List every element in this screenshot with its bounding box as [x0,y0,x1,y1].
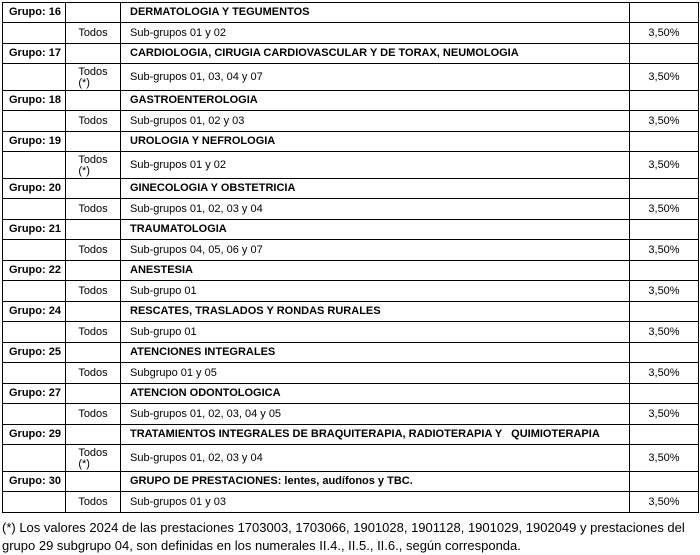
scope-cell [66,152,121,179]
empty-cell [66,44,121,64]
group-header-row [3,261,699,281]
scope-wrap [78,115,107,127]
scope-label: Todos [78,26,108,39]
value-cell: 3,50% [630,111,699,132]
asterisk-mark: (*) [78,76,90,89]
group-header-row [3,302,699,322]
subgroup-row [3,111,699,132]
group-header-row [3,472,699,492]
group-value-cell-empty [630,472,699,492]
empty-cell [3,445,66,472]
asterisk-mark: (*) [78,164,90,177]
subgroups-cell: Sub-grupos 01, 02 y 03 [121,111,630,132]
empty-cell [66,472,121,492]
scope-cell [66,111,121,132]
empty-cell [3,199,66,220]
scope-cell [66,363,121,384]
empty-cell [66,3,121,23]
group-value-cell-empty [630,220,699,240]
subgroups-cell: Sub-grupo 01 [121,322,630,343]
scope-wrap [78,244,107,256]
group-value-cell-empty [630,179,699,199]
subgroup-row [3,199,699,220]
subgroups-cell: Sub-grupos 04, 05, 06 y 07 [121,240,630,261]
rates-table-body [3,3,699,513]
scope-wrap [78,285,107,297]
scope-label: Todos [78,284,108,297]
scope-wrap [78,326,107,338]
scope-label: Todos [78,407,108,420]
subgroups-cell: Sub-grupos 01, 03, 04 y 07 [121,64,630,91]
scope-label: Todos [78,202,108,215]
empty-cell [66,132,121,152]
group-title-cell: GRUPO DE PRESTACIONES: lentes, audífonos y TBC. [121,472,630,492]
group-header-row [3,425,699,445]
scope-cell [66,240,121,261]
subgroups-cell: Sub-grupos 01 y 03 [121,492,630,513]
value-cell: 3,50% [630,199,699,220]
footnote-line-2: grupo 29 subgrupo 04, son definidas en los numerales II.4., II.5., II.6., según corresponda. [2,538,521,553]
subgroup-row [3,64,699,91]
group-title-cell: ATENCIONES INTEGRALES [121,343,630,363]
scope-wrap [78,408,107,420]
value-cell: 3,50% [630,64,699,91]
scope-wrap [78,203,107,215]
empty-cell [3,404,66,425]
empty-cell [3,240,66,261]
scope-label: Todos [78,446,108,459]
empty-cell [66,179,121,199]
group-header-row [3,91,699,111]
scope-cell [66,199,121,220]
group-label-cell: Grupo: 19 [3,132,66,152]
scope-label: Todos [78,325,108,338]
empty-cell [3,64,66,91]
group-label-cell: Grupo: 18 [3,91,66,111]
subgroup-row [3,492,699,513]
group-value-cell-empty [630,343,699,363]
scope-label: Todos [78,243,108,256]
group-label-cell: Grupo: 25 [3,343,66,363]
subgroups-cell: Subgrupo 01 y 05 [121,363,630,384]
group-header-row [3,3,699,23]
value-cell: 3,50% [630,152,699,179]
group-value-cell-empty [630,132,699,152]
group-header-row [3,384,699,404]
subgroup-row [3,281,699,302]
value-cell: 3,50% [630,240,699,261]
subgroup-row [3,23,699,44]
scope-wrap [78,367,107,379]
subgroup-row [3,404,699,425]
subgroup-row [3,152,699,179]
group-value-cell-empty [630,3,699,23]
group-value-cell-empty [630,302,699,322]
scope-wrap [78,154,107,177]
empty-cell [3,23,66,44]
scope-wrap [78,27,107,39]
group-header-row [3,44,699,64]
group-value-cell-empty [630,425,699,445]
group-title-cell: UROLOGIA Y NEFROLOGIA [121,132,630,152]
subgroup-row [3,445,699,472]
empty-cell [3,152,66,179]
footnote-line-1: (*) Los valores 2024 de las prestaciones 1703003, 1703066, 1901028, 1901128, 1901029, 1902049 y prestaciones del [2,520,685,535]
scope-wrap [78,496,107,508]
empty-cell [66,220,121,240]
group-title-cell: CARDIOLOGIA, CIRUGIA CARDIOVASCULAR Y DE TORAX, NEUMOLOGIA [121,44,630,64]
subgroups-cell: Sub-grupo 01 [121,281,630,302]
empty-cell [66,343,121,363]
empty-cell [66,261,121,281]
scope-label: Todos [78,366,108,379]
subgroups-cell: Sub-grupos 01, 02, 03 y 04 [121,445,630,472]
group-header-row [3,132,699,152]
value-cell: 3,50% [630,445,699,472]
scope-cell [66,445,121,472]
scope-cell [66,281,121,302]
scope-cell [66,404,121,425]
empty-cell [66,425,121,445]
group-value-cell-empty [630,44,699,64]
group-label-cell: Grupo: 29 [3,425,66,445]
empty-cell [66,91,121,111]
subgroups-cell: Sub-grupos 01, 02, 03, 04 y 05 [121,404,630,425]
empty-cell [3,492,66,513]
group-header-row [3,343,699,363]
empty-cell [66,384,121,404]
group-label-cell: Grupo: 27 [3,384,66,404]
empty-cell [3,322,66,343]
scope-label: Todos [78,153,108,166]
group-title-cell: TRAUMATOLOGIA [121,220,630,240]
subgroups-cell: Sub-grupos 01 y 02 [121,152,630,179]
scope-cell [66,322,121,343]
value-cell: 3,50% [630,322,699,343]
group-title-cell: ATENCION ODONTOLOGICA [121,384,630,404]
group-label-cell: Grupo: 21 [3,220,66,240]
scope-label: Todos [78,114,108,127]
group-title-cell: GASTROENTEROLOGIA [121,91,630,111]
group-value-cell-empty [630,91,699,111]
value-cell: 3,50% [630,281,699,302]
value-cell: 3,50% [630,363,699,384]
scope-cell [66,23,121,44]
scope-cell [66,492,121,513]
subgroup-row [3,322,699,343]
value-cell: 3,50% [630,404,699,425]
group-title-cell: TRATAMIENTOS INTEGRALES DE BRAQUITERAPIA, RADIOTERAPIA Y QUIMIOTERAPIA [121,425,630,445]
group-title-cell: DERMATOLOGIA Y TEGUMENTOS [121,3,630,23]
subgroups-cell: Sub-grupos 01, 02, 03 y 04 [121,199,630,220]
group-value-cell-empty [630,384,699,404]
value-cell: 3,50% [630,23,699,44]
group-label-cell: Grupo: 22 [3,261,66,281]
value-cell: 3,50% [630,492,699,513]
asterisk-mark: (*) [78,457,90,470]
group-value-cell-empty [630,261,699,281]
subgroups-cell: Sub-grupos 01 y 02 [121,23,630,44]
scope-label: Todos [78,495,108,508]
group-title-cell: ANESTESIA [121,261,630,281]
group-label-cell: Grupo: 20 [3,179,66,199]
group-label-cell: Grupo: 16 [3,3,66,23]
empty-cell [3,281,66,302]
group-label-cell: Grupo: 24 [3,302,66,322]
subgroup-row [3,240,699,261]
group-title-cell: RESCATES, TRASLADOS Y RONDAS RURALES [121,302,630,322]
scope-wrap [78,66,107,89]
subgroup-row [3,363,699,384]
group-header-row [3,220,699,240]
group-label-cell: Grupo: 17 [3,44,66,64]
rates-table [2,2,699,513]
group-header-row [3,179,699,199]
scope-wrap [78,447,107,470]
scope-label: Todos [78,65,108,78]
group-label-cell: Grupo: 30 [3,472,66,492]
footnote [2,519,700,555]
scope-cell [66,64,121,91]
empty-cell [3,363,66,384]
empty-cell [66,302,121,322]
empty-cell [3,111,66,132]
group-title-cell: GINECOLOGIA Y OBSTETRICIA [121,179,630,199]
